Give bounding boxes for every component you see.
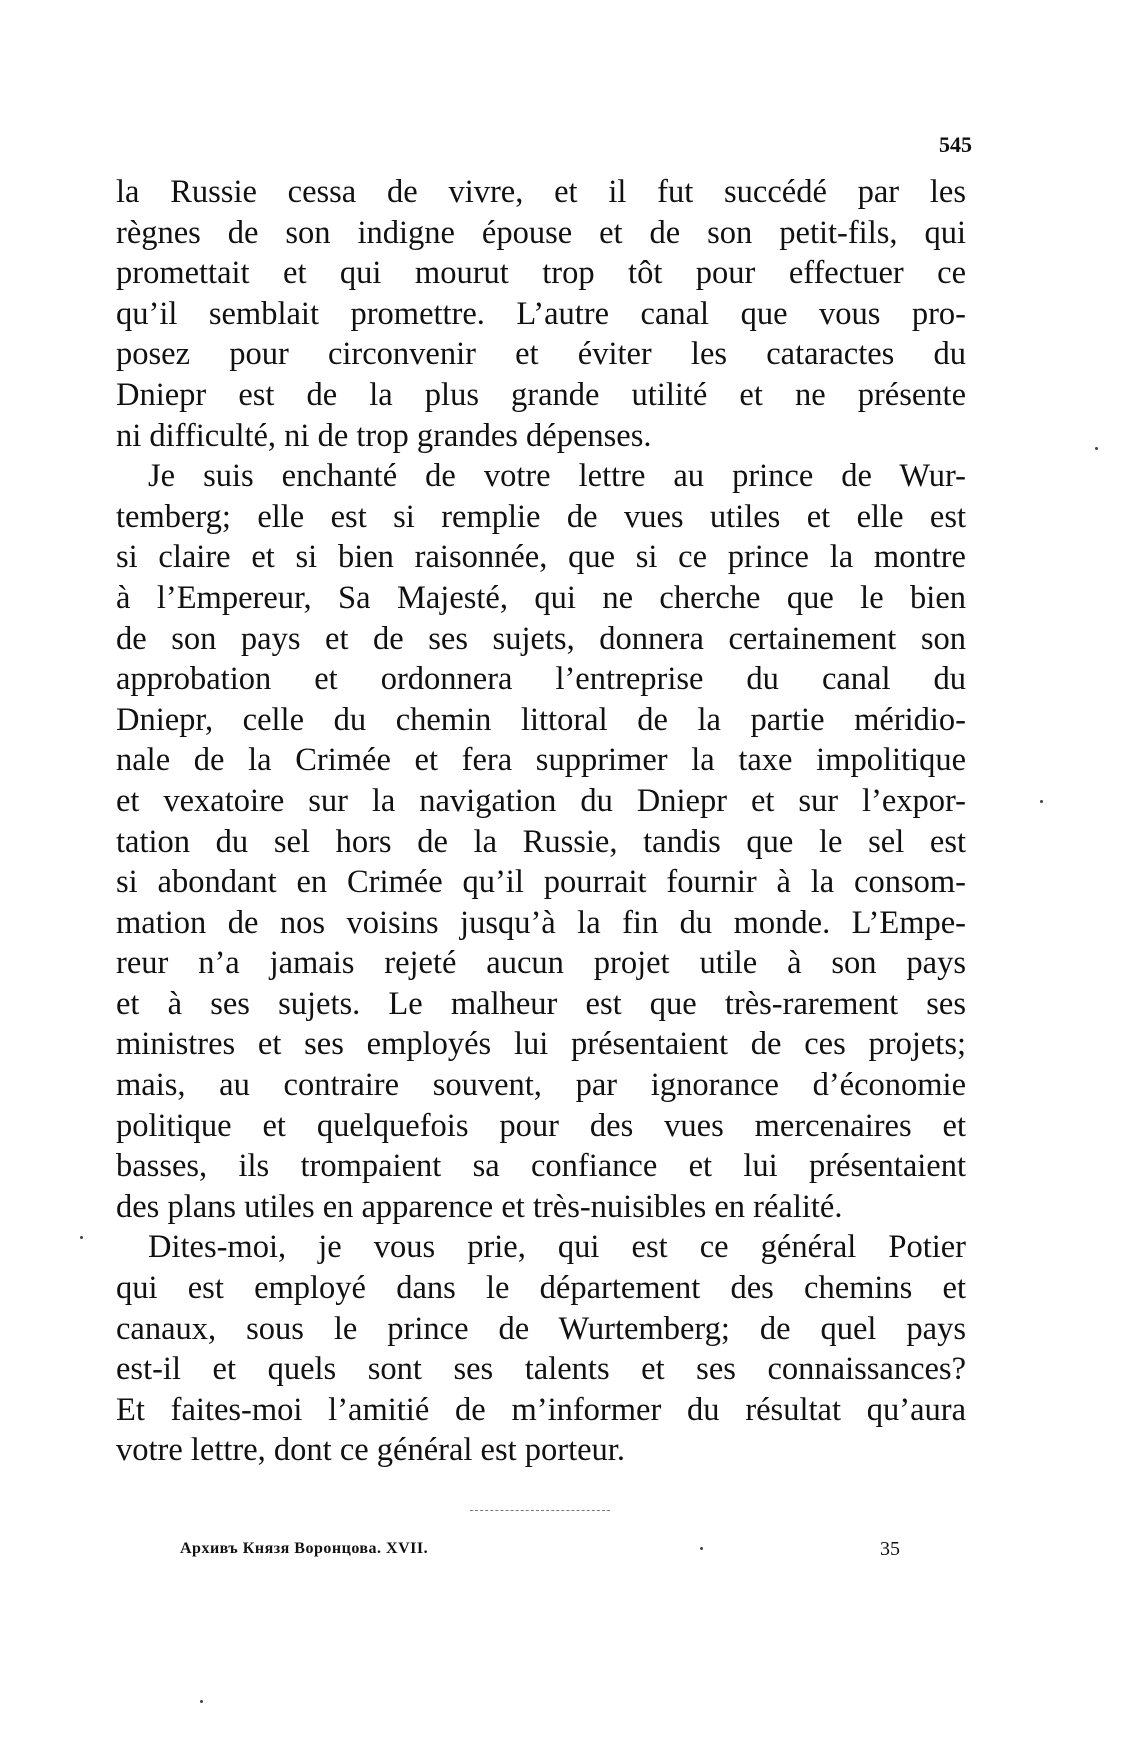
scan-speck <box>700 1547 703 1550</box>
page-footer <box>180 1538 900 1568</box>
text-line: si claire et si bien raisonnée, que si ce prince la montre <box>116 539 966 576</box>
paragraph-first-line: Je suis enchanté de votre lettre au prince de Wur- <box>148 458 966 495</box>
text-line: mais, au contraire souvent, par ignorance d’économie <box>116 1067 966 1104</box>
text-line: ni difficulté, ni de trop grandes dépenses. <box>116 417 652 454</box>
text-line: à l’Empereur, Sa Majesté, qui ne cherche que le bien <box>116 579 966 616</box>
text-line: qu’il semblait promettre. L’autre canal que vous pro- <box>116 295 966 332</box>
sheet-number: 35 <box>880 1538 900 1560</box>
text-line: posez pour circonvenir et éviter les cataractes du <box>116 336 966 373</box>
text-line: Dniepr est de la plus grande utilité et ne présente <box>116 376 966 413</box>
text-line: des plans utiles en apparence et très-nuisibles en réalité. <box>116 1188 843 1225</box>
page-number: 545 <box>939 132 972 157</box>
text-line: temberg; elle est si remplie de vues utiles et elle est <box>116 498 966 535</box>
text-line: la Russie cessa de vivre, et il fut succédé par les <box>116 174 966 210</box>
text-line: et à ses sujets. Le malheur est que très-rarement ses <box>116 985 966 1022</box>
scan-speck <box>1095 447 1098 450</box>
text-line: de son pays et de ses sujets, donnera certainement son <box>116 620 966 657</box>
text-line: canaux, sous le prince de Wurtemberg; de quel pays <box>116 1310 966 1347</box>
scan-speck <box>80 1236 83 1239</box>
text-line: mation de nos voisins jusqu’à la fin du monde. L’Empe- <box>116 904 966 941</box>
text-line: approbation et ordonnera l’entreprise du canal du <box>116 661 966 698</box>
text-line: Dniepr, celle du chemin littoral de la partie méridio- <box>116 701 966 738</box>
text-line: politique et quelquefois pour des vues mercenaires et <box>116 1107 966 1144</box>
footer-signature: Архивъ Князя Воронцова. XVII. <box>180 1540 429 1557</box>
body-text <box>116 172 966 1471</box>
text-line: nale de la Crimée et fera supprimer la taxe impolitique <box>116 742 966 779</box>
footer-divider <box>470 1510 610 1512</box>
paragraph-first-line: Dites-moi, je vous prie, qui est ce général Potier <box>148 1229 966 1266</box>
text-line: qui est employé dans le département des chemins et <box>116 1270 966 1307</box>
text-line: est-il et quels sont ses talents et ses connaissances? <box>116 1351 966 1388</box>
text-line: tation du sel hors de la Russie, tandis que le sel est <box>116 823 966 860</box>
text-line: et vexatoire sur la navigation du Dniepr et sur l’expor- <box>116 782 966 819</box>
text-line: règnes de son indigne épouse et de son petit-fils, qui <box>116 214 966 251</box>
text-line: basses, ils trompaient sa confiance et lui présentaient <box>116 1148 966 1185</box>
text-line: si abondant en Crimée qu’il pourrait fournir à la consom- <box>116 864 966 901</box>
text-line: ministres et ses employés lui présentaient de ces projets; <box>116 1026 966 1063</box>
scan-speck <box>1040 800 1043 803</box>
text-line: votre lettre, dont ce général est porteur. <box>116 1432 625 1469</box>
text-line: Et faites-moi l’amitié de m’informer du résultat qu’aura <box>116 1391 966 1428</box>
scan-speck <box>200 1700 203 1703</box>
text-line: promettait et qui mourut trop tôt pour effectuer ce <box>116 255 966 292</box>
text-line: reur n’a jamais rejeté aucun projet utile à son pays <box>116 945 966 982</box>
